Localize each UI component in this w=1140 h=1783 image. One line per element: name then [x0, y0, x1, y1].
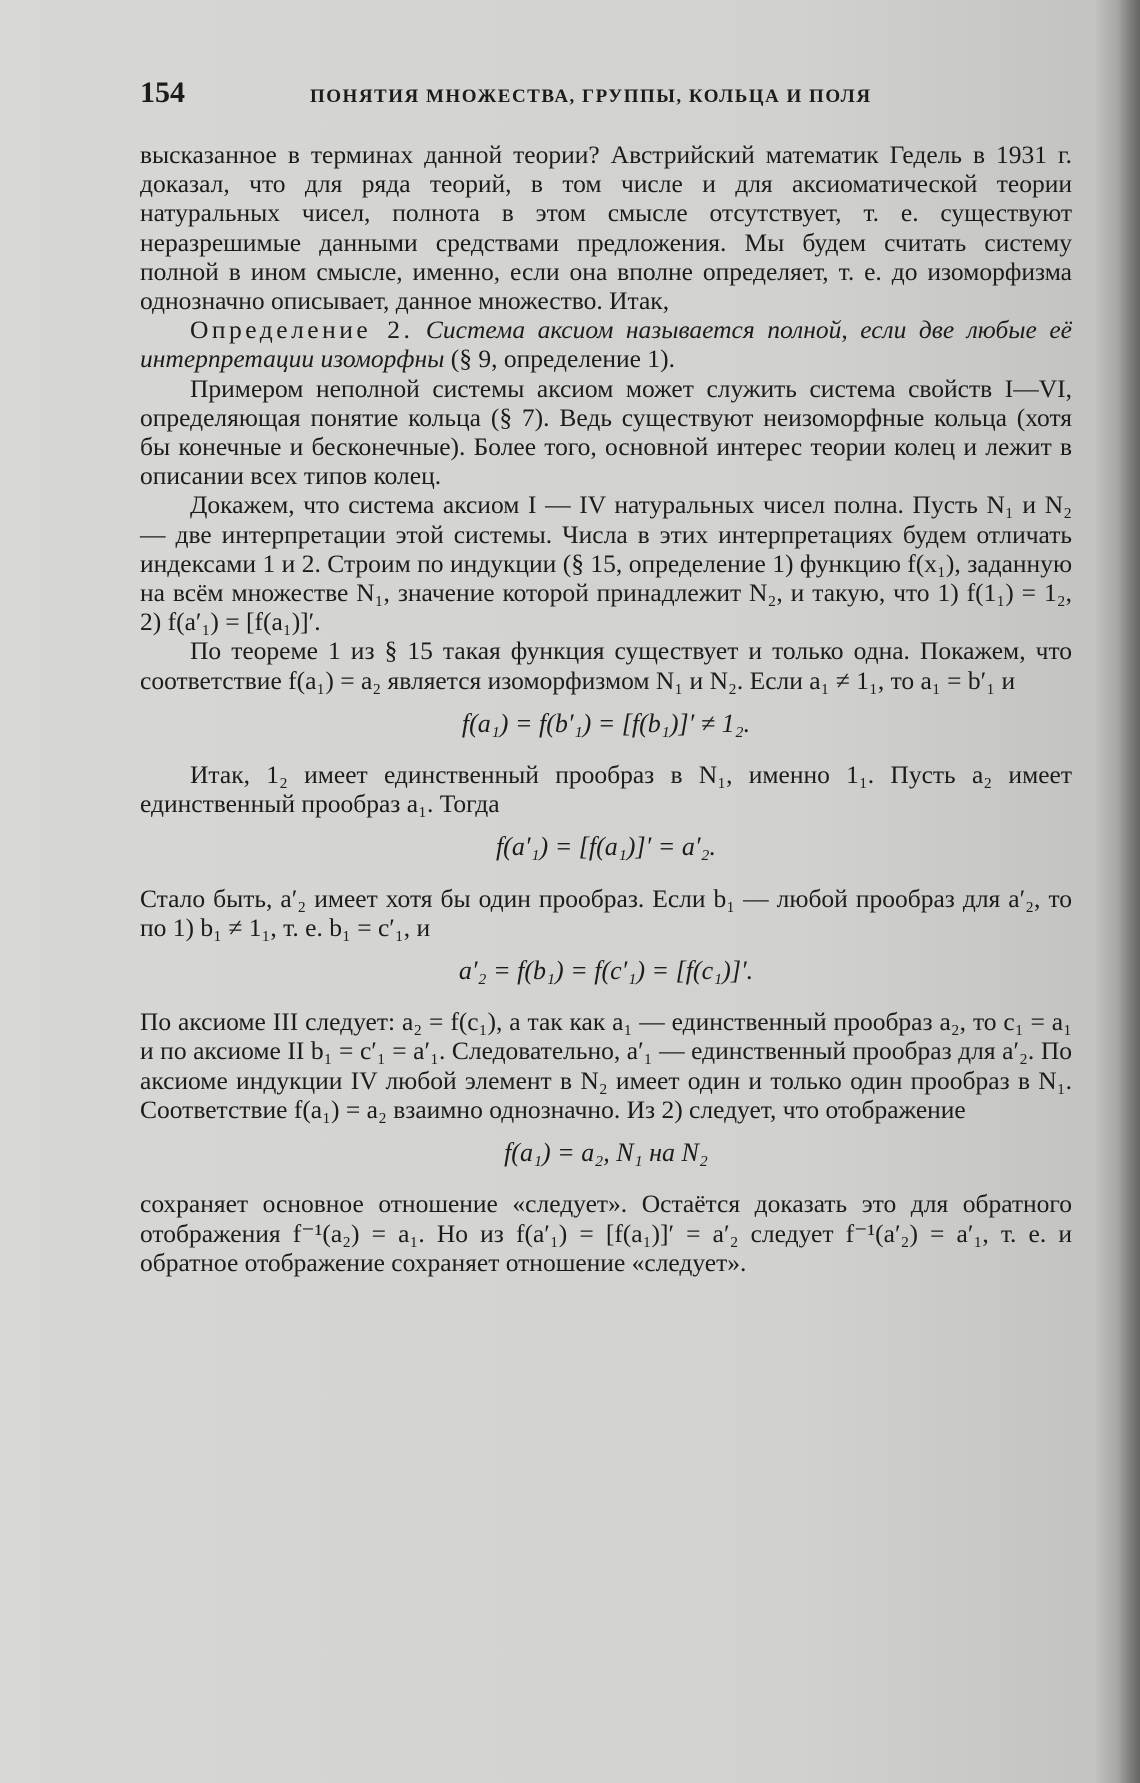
formula: a′₂ = f(b₁) = f(c′₁) = [f(c₁)]′. [458, 956, 754, 986]
paragraph: Стало быть, a′₂ имеет хотя бы один прообраз. Если b₁ — любой прообраз для a′₂, то по 1) b₁ ≠ 1₁, т. е. b₁ = c′₁, и [140, 883, 1072, 942]
page-header [140, 76, 1070, 116]
definition-label: Определение 2. [190, 315, 414, 345]
formula: f(a′₁) = [f(a₁)]′ = a′₂. [495, 832, 717, 862]
paragraph: высказанное в терминах данной теории? Австрийский математик Гедель в 1931 г. доказал, что для ряда теорий, в том числе и для аксиоматической теории натуральных чисел, полнота в этом смысле отсутствует, т. е. существуют неразрешимые данными средствами предложения. Мы будем считать систему полной в ином смысле, именно, если она вполне определяет, т. е. до изоморфизма однозначно описывает, данное множество. Итак, [140, 140, 1072, 316]
page-number: 154 [140, 76, 185, 109]
paragraph: По аксиоме III следует: a₂ = f(c₁), а так как a₁ — единственный прообраз a₂, то c₁ = a₁ и по аксиоме II b₁ = c′₁ = a′₁. Следовательно, a′₁ — единственный прообраз для a′₂. По аксиоме индукции IV любой элемент в N₂ имеет один и только один прообраз в N₁. Соответствие f(a₁) = a₂ взаимно однозначно. Из 2) следует, что отображение [140, 1007, 1072, 1124]
page-edge-shadow [1118, 0, 1140, 1783]
definition-text: Система аксиом называется полной, если две любые её интерпретации изоморфны [140, 315, 1072, 374]
paragraph: По теореме 1 из § 15 такая функция существует и только одна. Покажем, что соответствие f(a₁) = a₂ является изоморфизмом N₁ и N₂. Если a₁ ≠ 1₁, то a₁ = b′₁ и [140, 636, 1072, 695]
paragraph: Итак, 1₂ имеет единственный прообраз в N₁, именно 1₁. Пусть a₂ имеет единственный прообраз a₁. Тогда [140, 760, 1072, 819]
formula: f(a₁) = f(b′₁) = [f(b₁)]′ ≠ 1₂. [461, 708, 751, 738]
running-title: ПОНЯТИЯ МНОЖЕСТВА, ГРУППЫ, КОЛЬЦА И ПОЛЯ [310, 86, 872, 107]
definition-reference: (§ 9, определение 1). [450, 344, 675, 374]
paragraph: Докажем, что система аксиом I — IV натуральных чисел полна. Пусть N₁ и N₂ — две интерпретации этой системы. Числа в этих интерпретациях будем отличать индексами 1 и 2. Строим по индукции (§ 15, определение 1) функцию f(x₁), заданную на всём множестве N₁, значение которой принадлежит N₂, и такую, что 1) f(1₁) = 1₂, 2) f(a′₁) = [f(a₁)]′. [140, 490, 1072, 637]
paragraph: сохраняет основное отношение «следует». Остаётся доказать это для обратного отображения f⁻¹(a₂) = a₁. Но из f(a′₁) = [f(a₁)]′ = a′₂ следует f⁻¹(a′₂) = a′₁, т. е. и обратное отображение сохраняет отношение «следует». [140, 1189, 1072, 1277]
paragraph: Примером неполной системы аксиом может служить система свойств I—VI, определяющая понятие кольца (§ 7). Ведь существуют неизоморфные кольца (хотя бы конечные и бесконечные). Более того, основной интерес теории колец и лежит в описании всех типов колец. [140, 373, 1072, 491]
body-text [140, 140, 1072, 1277]
formula: f(a₁) = a₂, N₁ на N₂ [504, 1138, 708, 1168]
definition-paragraph [140, 315, 1072, 373]
